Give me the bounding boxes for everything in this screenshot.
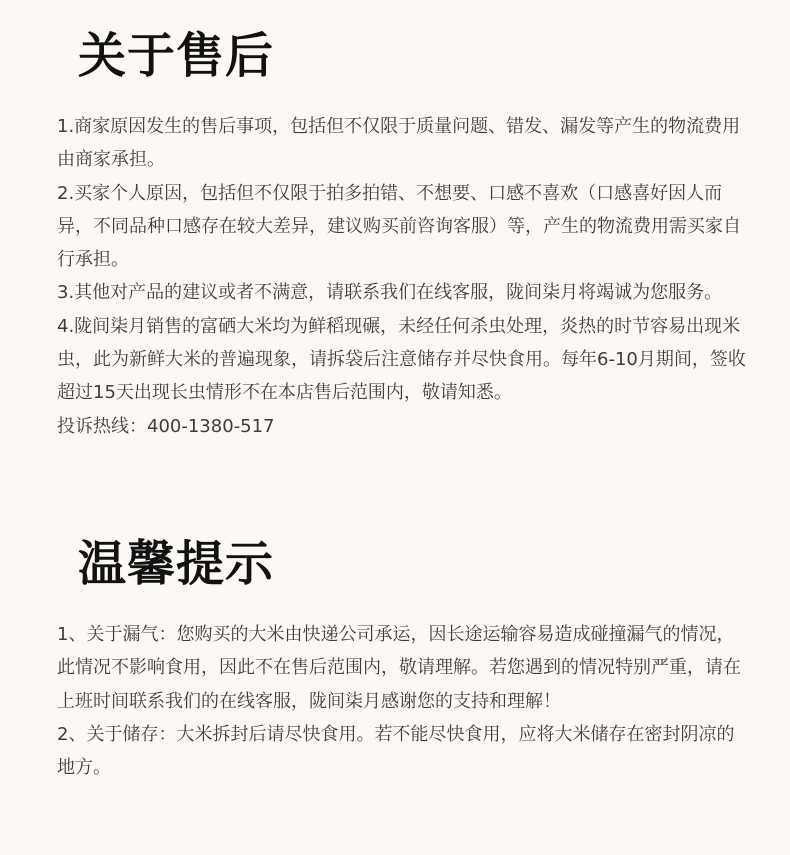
after-sales-item-2: 2.买家个人原因，包括但不仅限于拍多拍错、不想要、口感不喜欢（口感喜好因人而异，不同品种口感存在较大差异，建议购买前咨询客服）等，产生的物流费用需买家自行承担。 [57, 182, 741, 271]
after-sales-body [57, 110, 747, 443]
after-sales-item-3: 3.其他对产品的建议或者不满意，请联系我们在线客服，陇间柒月将竭诚为您服务。 [57, 282, 723, 304]
complaint-hotline [57, 410, 747, 443]
tips-item-2: 2、关于储存：大米拆封后请尽快食用。若不能尽快食用，应将大米储存在密封阴凉的地方。 [57, 723, 735, 779]
hotline-number: 400-1380-517 [147, 415, 275, 437]
after-sales-item-1: 1.商家原因发生的售后事项，包括但不仅限于质量问题、错发、漏发等产生的物流费用由商家承担。 [57, 116, 741, 171]
after-sales-title: 关于售后 [78, 28, 275, 84]
tips-title: 温馨提示 [78, 536, 275, 592]
tips-body [57, 618, 747, 784]
after-sales-item-4: 4.陇间柒月销售的富硒大米均为鲜稻现碾，未经任何杀虫处理，炎热的时节容易出现米虫，此为新鲜大米的普遍现象，请拆袋后注意储存并尽快食用。每年6-10月期间，签收超过15天出现长虫情形不在本店售后范围内，敬请知悉。 [57, 315, 746, 404]
hotline-label: 投诉热线： [57, 415, 147, 437]
tips-item-1: 1、关于漏气：您购买的大米由快递公司承运，因长途运输容易造成碰撞漏气的情况，此情况不影响食用，因此不在售后范围内，敬请理解。若您遇到的情况特别严重，请在上班时间联系我们的在线客服，陇间柒月感谢您的支持和理解！ [57, 624, 741, 712]
